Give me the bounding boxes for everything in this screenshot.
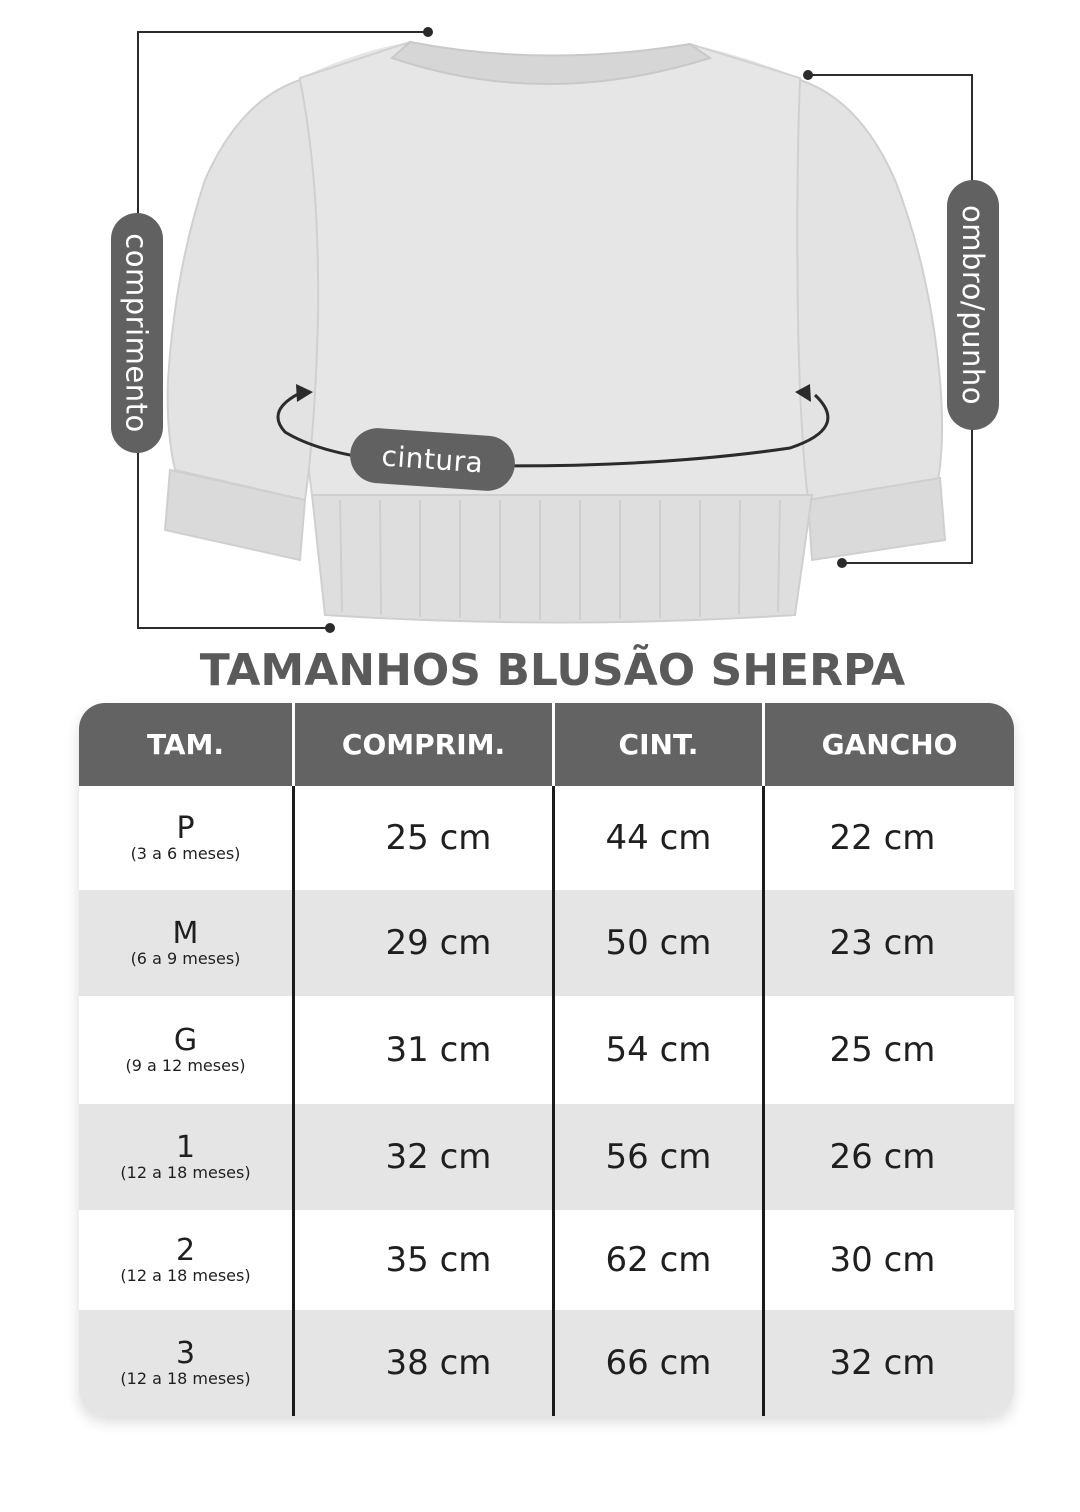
header-comprim: COMPRIM. [341, 728, 506, 761]
size-label: G [173, 1023, 198, 1058]
age-range: (9 a 12 meses) [125, 1056, 246, 1075]
cint-value: 62 cm [605, 1240, 712, 1280]
gancho-value: 32 cm [829, 1343, 936, 1383]
comprim-value: 29 cm [385, 923, 492, 963]
ombro-punho-label: ombro/punho [947, 180, 999, 430]
size-cell [79, 1104, 292, 1210]
comprimento-label: comprimento [111, 213, 163, 453]
shoulder-dot [803, 70, 813, 80]
size-label: 2 [175, 1233, 196, 1268]
comprim-value: 31 cm [385, 1030, 492, 1070]
size-label: M [172, 916, 199, 951]
cint-value: 50 cm [605, 923, 712, 963]
size-cell [79, 996, 292, 1104]
table-row [79, 786, 1014, 890]
size-label: 1 [175, 1130, 196, 1165]
comprim-value: 38 cm [385, 1343, 492, 1383]
column-divider [292, 786, 295, 1416]
column-divider [552, 786, 555, 1416]
table-row [79, 1210, 1014, 1310]
age-range: (6 a 9 meses) [130, 949, 241, 968]
cint-value: 56 cm [605, 1137, 712, 1177]
cint-value: 44 cm [605, 818, 712, 858]
right-sleeve [797, 80, 942, 500]
waistband [312, 495, 812, 623]
comprim-value: 32 cm [385, 1137, 492, 1177]
sweater-measurement-diagram [0, 0, 1080, 650]
cuff-dot [837, 558, 847, 568]
size-label: P [176, 811, 195, 846]
comprim-value: 35 cm [385, 1240, 492, 1280]
size-cell [79, 786, 292, 890]
header-tam: TAM. [146, 728, 225, 761]
sweater-torso [300, 42, 822, 495]
age-range: (12 a 18 meses) [120, 1266, 251, 1285]
comprim-value: 25 cm [385, 818, 492, 858]
cint-value: 66 cm [605, 1343, 712, 1383]
cintura-label: cintura [348, 426, 516, 492]
page-title: TAMANHOS BLUSÃO SHERPA [199, 645, 906, 696]
gancho-value: 26 cm [829, 1137, 936, 1177]
table-row [79, 1104, 1014, 1210]
table-row [79, 996, 1014, 1104]
gancho-value: 23 cm [829, 923, 936, 963]
table-row [79, 890, 1014, 996]
size-table [79, 703, 1014, 1416]
length-top-dot [423, 27, 433, 37]
age-range: (12 a 18 meses) [120, 1369, 251, 1388]
header-cint: CINT. [618, 728, 699, 761]
cint-value: 54 cm [605, 1030, 712, 1070]
age-range: (12 a 18 meses) [120, 1163, 251, 1182]
size-cell [79, 1210, 292, 1310]
length-bottom-dot [325, 623, 335, 633]
table-header [79, 703, 1014, 786]
table-row [79, 1310, 1014, 1416]
size-label: 3 [175, 1336, 196, 1371]
age-range: (3 a 6 meses) [130, 844, 241, 863]
size-cell [79, 1310, 292, 1416]
gancho-value: 25 cm [829, 1030, 936, 1070]
size-cell [79, 890, 292, 996]
header-gancho: GANCHO [821, 728, 958, 761]
gancho-value: 30 cm [829, 1240, 936, 1280]
column-divider [762, 786, 765, 1416]
gancho-value: 22 cm [829, 818, 936, 858]
